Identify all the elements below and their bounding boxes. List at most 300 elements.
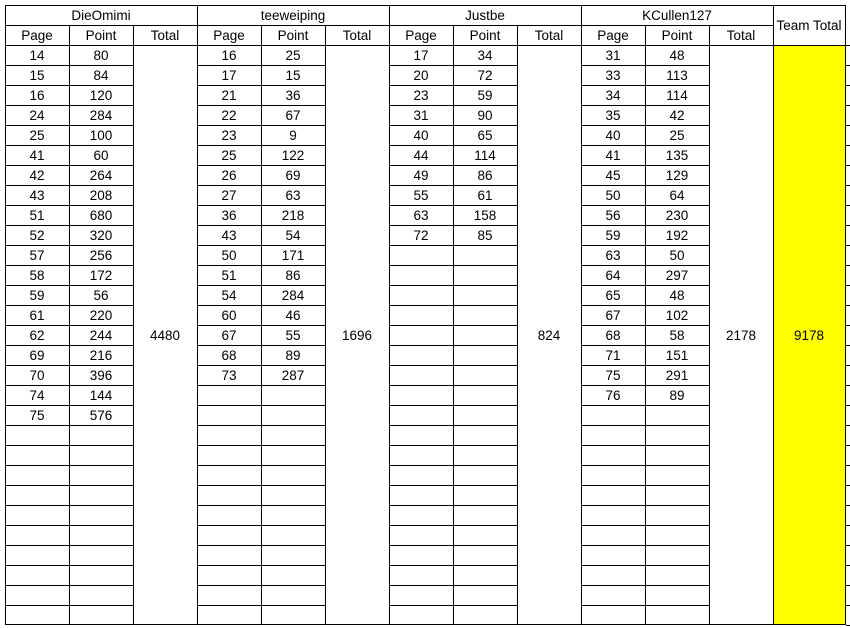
- point-cell[interactable]: 90: [477, 107, 493, 123]
- empty-cell[interactable]: [453, 285, 517, 305]
- empty-cell[interactable]: [389, 445, 453, 465]
- empty-cell[interactable]: [5, 545, 69, 565]
- page-cell[interactable]: 75: [29, 407, 45, 423]
- empty-cell[interactable]: [453, 465, 517, 485]
- point-cell[interactable]: 129: [665, 167, 689, 183]
- point-cell[interactable]: 48: [669, 287, 685, 303]
- page-cell[interactable]: 55: [413, 187, 429, 203]
- empty-cell[interactable]: [453, 345, 517, 365]
- page-cell[interactable]: 59: [605, 227, 621, 243]
- page-cell[interactable]: 41: [605, 147, 621, 163]
- empty-cell[interactable]: [197, 525, 261, 545]
- empty-cell[interactable]: [197, 605, 261, 625]
- point-cell[interactable]: 230: [665, 207, 689, 223]
- empty-cell[interactable]: [581, 605, 645, 625]
- point-cell[interactable]: 172: [89, 267, 113, 283]
- page-cell[interactable]: 24: [29, 107, 45, 123]
- offscreen-gridline: [846, 365, 850, 366]
- page-cell[interactable]: 16: [29, 87, 45, 103]
- page-cell[interactable]: 62: [29, 327, 45, 343]
- page-cell[interactable]: 67: [605, 307, 621, 323]
- total-column-header[interactable]: Total: [534, 27, 564, 43]
- empty-cell[interactable]: [197, 405, 261, 425]
- empty-cell[interactable]: [453, 405, 517, 425]
- empty-cell[interactable]: [389, 245, 453, 265]
- empty-cell[interactable]: [261, 565, 325, 585]
- page-cell[interactable]: 25: [221, 147, 237, 163]
- empty-cell[interactable]: [645, 405, 709, 425]
- empty-cell[interactable]: [261, 505, 325, 525]
- page-cell[interactable]: 51: [29, 207, 45, 223]
- page-cell[interactable]: 31: [413, 107, 429, 123]
- point-cell[interactable]: 287: [281, 367, 305, 383]
- empty-cell[interactable]: [197, 545, 261, 565]
- offscreen-gridline: [846, 525, 850, 526]
- page-cell[interactable]: 23: [221, 127, 237, 143]
- empty-cell[interactable]: [261, 425, 325, 445]
- empty-cell[interactable]: [5, 565, 69, 585]
- page-column-header[interactable]: Page: [597, 27, 629, 43]
- empty-cell[interactable]: [69, 445, 133, 465]
- team-total-header[interactable]: Team Total: [776, 17, 842, 33]
- point-cell[interactable]: 218: [281, 207, 305, 223]
- page-cell[interactable]: 40: [605, 127, 621, 143]
- page-cell[interactable]: 45: [605, 167, 621, 183]
- player-name-header[interactable]: teeweiping: [260, 7, 326, 23]
- point-cell[interactable]: 63: [285, 187, 301, 203]
- empty-cell[interactable]: [645, 505, 709, 525]
- empty-cell[interactable]: [389, 525, 453, 545]
- page-cell[interactable]: 63: [413, 207, 429, 223]
- page-cell[interactable]: 63: [605, 247, 621, 263]
- empty-cell[interactable]: [389, 565, 453, 585]
- horizontal-gridline: [581, 85, 710, 86]
- empty-cell[interactable]: [261, 405, 325, 425]
- empty-cell[interactable]: [453, 505, 517, 525]
- player-name-header[interactable]: Justbe: [465, 7, 505, 23]
- team-total-value[interactable]: 9178: [793, 327, 825, 343]
- point-cell[interactable]: 69: [285, 167, 301, 183]
- empty-cell[interactable]: [389, 485, 453, 505]
- empty-cell[interactable]: [197, 425, 261, 445]
- page-cell[interactable]: 43: [29, 187, 45, 203]
- empty-cell[interactable]: [5, 445, 69, 465]
- page-cell[interactable]: 59: [29, 287, 45, 303]
- point-cell[interactable]: 100: [89, 127, 113, 143]
- point-cell[interactable]: 42: [669, 107, 685, 123]
- empty-cell[interactable]: [453, 425, 517, 445]
- point-cell[interactable]: 84: [93, 67, 109, 83]
- empty-cell[interactable]: [453, 585, 517, 605]
- page-cell[interactable]: 23: [413, 87, 429, 103]
- empty-cell[interactable]: [581, 545, 645, 565]
- empty-cell[interactable]: [389, 345, 453, 365]
- horizontal-gridline: [5, 365, 134, 366]
- empty-cell[interactable]: [69, 585, 133, 605]
- offscreen-gridline: [846, 105, 850, 106]
- page-cell[interactable]: 15: [29, 67, 45, 83]
- page-cell[interactable]: 52: [29, 227, 45, 243]
- point-cell[interactable]: 297: [665, 267, 689, 283]
- player-total-cell[interactable]: 2178: [725, 327, 757, 343]
- point-cell[interactable]: 59: [477, 87, 493, 103]
- point-cell[interactable]: 114: [474, 147, 496, 163]
- horizontal-gridline: [581, 425, 710, 426]
- point-cell[interactable]: 54: [285, 227, 301, 243]
- empty-cell[interactable]: [389, 385, 453, 405]
- empty-cell[interactable]: [69, 545, 133, 565]
- empty-cell[interactable]: [453, 545, 517, 565]
- point-cell[interactable]: 25: [285, 47, 301, 63]
- point-cell[interactable]: 113: [666, 67, 688, 83]
- point-cell[interactable]: 89: [285, 347, 301, 363]
- point-cell[interactable]: 680: [89, 207, 113, 223]
- horizontal-gridline: [581, 405, 710, 406]
- empty-cell[interactable]: [645, 585, 709, 605]
- horizontal-gridline: [389, 365, 518, 366]
- point-cell[interactable]: 55: [285, 327, 301, 343]
- point-cell[interactable]: 171: [281, 247, 305, 263]
- empty-cell[interactable]: [389, 365, 453, 385]
- page-cell[interactable]: 31: [605, 47, 621, 63]
- horizontal-gridline: [389, 225, 518, 226]
- point-cell[interactable]: 264: [89, 167, 113, 183]
- empty-cell[interactable]: [69, 465, 133, 485]
- horizontal-gridline: [197, 505, 326, 506]
- page-cell[interactable]: 76: [605, 387, 621, 403]
- horizontal-gridline: [197, 185, 326, 186]
- empty-cell[interactable]: [5, 525, 69, 545]
- empty-cell[interactable]: [453, 485, 517, 505]
- page-cell[interactable]: 74: [29, 387, 45, 403]
- point-cell[interactable]: 114: [666, 87, 688, 103]
- empty-cell[interactable]: [5, 585, 69, 605]
- page-cell[interactable]: 33: [605, 67, 621, 83]
- page-cell[interactable]: 72: [413, 227, 429, 243]
- offscreen-gridline: [846, 305, 850, 306]
- point-column-header[interactable]: Point: [469, 27, 501, 43]
- point-cell[interactable]: 46: [285, 307, 301, 323]
- horizontal-gridline: [389, 185, 518, 186]
- total-column-header[interactable]: Total: [150, 27, 180, 43]
- horizontal-gridline: [389, 305, 518, 306]
- empty-cell[interactable]: [581, 485, 645, 505]
- page-cell[interactable]: 68: [221, 347, 237, 363]
- empty-cell[interactable]: [389, 325, 453, 345]
- point-cell[interactable]: 36: [285, 87, 301, 103]
- empty-cell[interactable]: [645, 545, 709, 565]
- score-spreadsheet: [5, 5, 850, 628]
- empty-cell[interactable]: [581, 505, 645, 525]
- point-cell[interactable]: 65: [477, 127, 493, 143]
- page-cell[interactable]: 42: [29, 167, 45, 183]
- page-cell[interactable]: 50: [605, 187, 621, 203]
- empty-cell[interactable]: [69, 485, 133, 505]
- player-total-cell[interactable]: 824: [537, 327, 561, 343]
- empty-cell[interactable]: [389, 545, 453, 565]
- horizontal-gridline: [5, 485, 134, 486]
- empty-cell[interactable]: [261, 585, 325, 605]
- empty-cell[interactable]: [453, 565, 517, 585]
- offscreen-gridline: [846, 585, 850, 586]
- empty-cell[interactable]: [453, 525, 517, 545]
- empty-cell[interactable]: [261, 485, 325, 505]
- horizontal-gridline: [581, 465, 710, 466]
- horizontal-gridline: [581, 65, 710, 66]
- empty-cell[interactable]: [261, 445, 325, 465]
- empty-cell[interactable]: [69, 505, 133, 525]
- horizontal-gridline: [5, 165, 134, 166]
- offscreen-gridline: [846, 205, 850, 206]
- page-cell[interactable]: 25: [29, 127, 45, 143]
- horizontal-gridline: [581, 445, 710, 446]
- point-cell[interactable]: 216: [89, 347, 113, 363]
- empty-cell[interactable]: [645, 525, 709, 545]
- point-cell[interactable]: 151: [665, 347, 689, 363]
- empty-cell[interactable]: [197, 565, 261, 585]
- empty-cell[interactable]: [453, 445, 517, 465]
- empty-cell[interactable]: [389, 465, 453, 485]
- page-cell[interactable]: 68: [605, 327, 621, 343]
- point-cell[interactable]: 284: [281, 287, 305, 303]
- horizontal-gridline: [581, 325, 710, 326]
- empty-cell[interactable]: [5, 425, 69, 445]
- offscreen-gridline: [846, 605, 850, 606]
- empty-cell[interactable]: [389, 265, 453, 285]
- page-cell[interactable]: 58: [29, 267, 45, 283]
- empty-cell[interactable]: [261, 465, 325, 485]
- point-cell[interactable]: 60: [93, 147, 109, 163]
- point-cell[interactable]: 86: [285, 267, 301, 283]
- point-cell[interactable]: 220: [89, 307, 113, 323]
- page-cell[interactable]: 67: [221, 327, 237, 343]
- page-cell[interactable]: 65: [605, 287, 621, 303]
- empty-cell[interactable]: [581, 565, 645, 585]
- point-cell[interactable]: 291: [665, 367, 689, 383]
- point-cell[interactable]: 256: [89, 247, 113, 263]
- point-column-header[interactable]: Point: [661, 27, 693, 43]
- horizontal-gridline: [389, 345, 518, 346]
- point-cell[interactable]: 135: [665, 147, 689, 163]
- horizontal-gridline: [581, 365, 710, 366]
- empty-cell[interactable]: [5, 485, 69, 505]
- empty-cell[interactable]: [69, 525, 133, 545]
- empty-cell[interactable]: [389, 505, 453, 525]
- point-cell[interactable]: 48: [669, 47, 685, 63]
- page-cell[interactable]: 69: [29, 347, 45, 363]
- point-cell[interactable]: 102: [665, 307, 689, 323]
- horizontal-gridline: [197, 565, 326, 566]
- page-cell[interactable]: 44: [413, 147, 429, 163]
- player-total-cell[interactable]: 1696: [341, 327, 373, 343]
- point-cell[interactable]: 15: [285, 67, 301, 83]
- empty-cell[interactable]: [645, 485, 709, 505]
- horizontal-gridline: [5, 545, 134, 546]
- page-cell[interactable]: 50: [221, 247, 237, 263]
- empty-cell[interactable]: [581, 585, 645, 605]
- page-cell[interactable]: 64: [605, 267, 621, 283]
- empty-cell[interactable]: [389, 285, 453, 305]
- page-cell[interactable]: 43: [221, 227, 237, 243]
- horizontal-gridline: [581, 525, 710, 526]
- total-column-header[interactable]: Total: [342, 27, 372, 43]
- empty-cell[interactable]: [645, 445, 709, 465]
- empty-cell[interactable]: [389, 425, 453, 445]
- empty-cell[interactable]: [645, 565, 709, 585]
- point-cell[interactable]: 576: [89, 407, 113, 423]
- point-cell[interactable]: 192: [665, 227, 689, 243]
- empty-cell[interactable]: [197, 465, 261, 485]
- page-cell[interactable]: 26: [221, 167, 237, 183]
- point-cell[interactable]: 244: [89, 327, 113, 343]
- page-cell[interactable]: 14: [29, 47, 45, 63]
- point-cell[interactable]: 86: [477, 167, 493, 183]
- empty-cell[interactable]: [389, 585, 453, 605]
- page-cell[interactable]: 49: [413, 167, 429, 183]
- horizontal-gridline: [197, 285, 326, 286]
- point-cell[interactable]: 9: [289, 127, 297, 143]
- empty-cell[interactable]: [69, 605, 133, 625]
- empty-cell[interactable]: [389, 605, 453, 625]
- empty-cell[interactable]: [453, 605, 517, 625]
- empty-cell[interactable]: [581, 405, 645, 425]
- offscreen-gridline: [846, 625, 850, 626]
- empty-cell[interactable]: [5, 605, 69, 625]
- horizontal-gridline: [581, 165, 710, 166]
- empty-cell[interactable]: [645, 465, 709, 485]
- page-cell[interactable]: 36: [221, 207, 237, 223]
- empty-cell[interactable]: [261, 605, 325, 625]
- page-cell[interactable]: 54: [221, 287, 237, 303]
- point-cell[interactable]: 64: [669, 187, 685, 203]
- page-cell[interactable]: 21: [221, 87, 237, 103]
- horizontal-gridline: [5, 45, 846, 46]
- page-cell[interactable]: 22: [221, 107, 237, 123]
- empty-cell[interactable]: [581, 525, 645, 545]
- page-cell[interactable]: 56: [605, 207, 621, 223]
- point-cell[interactable]: 320: [89, 227, 113, 243]
- point-cell[interactable]: 61: [477, 187, 493, 203]
- horizontal-gridline: [5, 385, 134, 386]
- total-column-header[interactable]: Total: [726, 27, 756, 43]
- page-cell[interactable]: 61: [29, 307, 45, 323]
- page-cell[interactable]: 17: [221, 67, 237, 83]
- horizontal-gridline: [5, 425, 134, 426]
- vertical-gridline: [581, 5, 582, 625]
- page-cell[interactable]: 40: [413, 127, 429, 143]
- player-name-header[interactable]: DieOmimi: [71, 7, 131, 23]
- empty-cell[interactable]: [69, 425, 133, 445]
- empty-cell[interactable]: [453, 325, 517, 345]
- empty-cell[interactable]: [197, 505, 261, 525]
- empty-cell[interactable]: [197, 485, 261, 505]
- empty-cell[interactable]: [453, 305, 517, 325]
- point-column-header[interactable]: Point: [277, 27, 309, 43]
- page-cell[interactable]: 27: [221, 187, 237, 203]
- page-cell[interactable]: 60: [221, 307, 237, 323]
- empty-cell[interactable]: [69, 565, 133, 585]
- page-column-header[interactable]: Page: [405, 27, 437, 43]
- horizontal-gridline: [5, 265, 134, 266]
- page-column-header[interactable]: Page: [213, 27, 245, 43]
- point-cell[interactable]: 85: [477, 227, 493, 243]
- point-cell[interactable]: 72: [477, 67, 493, 83]
- empty-cell[interactable]: [197, 445, 261, 465]
- horizontal-gridline: [389, 85, 518, 86]
- empty-cell[interactable]: [261, 545, 325, 565]
- page-cell[interactable]: 73: [221, 367, 237, 383]
- point-cell[interactable]: 80: [93, 47, 109, 63]
- point-cell[interactable]: 50: [669, 247, 685, 263]
- player-total-cell[interactable]: 4480: [149, 327, 181, 343]
- horizontal-gridline: [197, 225, 326, 226]
- page-cell[interactable]: 51: [221, 267, 237, 283]
- empty-cell[interactable]: [453, 245, 517, 265]
- point-cell[interactable]: 396: [89, 367, 113, 383]
- page-cell[interactable]: 57: [29, 247, 45, 263]
- empty-cell[interactable]: [197, 385, 261, 405]
- point-cell[interactable]: 34: [477, 47, 493, 63]
- empty-cell[interactable]: [389, 405, 453, 425]
- point-cell[interactable]: 208: [89, 187, 113, 203]
- page-cell[interactable]: 35: [605, 107, 621, 123]
- horizontal-gridline: [581, 225, 710, 226]
- empty-cell[interactable]: [453, 365, 517, 385]
- player-name-header[interactable]: KCullen127: [642, 7, 712, 23]
- empty-cell[interactable]: [645, 605, 709, 625]
- empty-cell[interactable]: [453, 385, 517, 405]
- point-cell[interactable]: 144: [89, 387, 113, 403]
- page-cell[interactable]: 41: [29, 147, 45, 163]
- empty-cell[interactable]: [389, 305, 453, 325]
- horizontal-gridline: [5, 585, 134, 586]
- horizontal-gridline: [5, 565, 134, 566]
- point-cell[interactable]: 89: [669, 387, 685, 403]
- page-cell[interactable]: 34: [605, 87, 621, 103]
- empty-cell[interactable]: [261, 525, 325, 545]
- empty-cell[interactable]: [5, 465, 69, 485]
- empty-cell[interactable]: [453, 265, 517, 285]
- point-cell[interactable]: 58: [669, 327, 685, 343]
- page-cell[interactable]: 75: [605, 367, 621, 383]
- page-cell[interactable]: 70: [29, 367, 45, 383]
- horizontal-gridline: [5, 125, 134, 126]
- page-cell[interactable]: 17: [413, 47, 429, 63]
- empty-cell[interactable]: [581, 465, 645, 485]
- page-cell[interactable]: 20: [413, 67, 429, 83]
- point-cell[interactable]: 56: [93, 287, 109, 303]
- empty-cell[interactable]: [581, 445, 645, 465]
- point-cell[interactable]: 158: [473, 207, 497, 223]
- horizontal-gridline: [5, 605, 134, 606]
- horizontal-gridline: [389, 205, 518, 206]
- page-cell[interactable]: 71: [605, 347, 621, 363]
- point-column-header[interactable]: Point: [85, 27, 117, 43]
- empty-cell[interactable]: [261, 385, 325, 405]
- point-cell[interactable]: 25: [669, 127, 685, 143]
- empty-cell[interactable]: [5, 505, 69, 525]
- empty-cell[interactable]: [197, 585, 261, 605]
- horizontal-gridline: [389, 265, 518, 266]
- page-column-header[interactable]: Page: [21, 27, 53, 43]
- point-cell[interactable]: 284: [89, 107, 113, 123]
- empty-cell[interactable]: [645, 425, 709, 445]
- point-cell[interactable]: 67: [285, 107, 301, 123]
- page-cell[interactable]: 16: [221, 47, 237, 63]
- point-cell[interactable]: 120: [89, 87, 113, 103]
- empty-cell[interactable]: [581, 425, 645, 445]
- point-cell[interactable]: 122: [281, 147, 305, 163]
